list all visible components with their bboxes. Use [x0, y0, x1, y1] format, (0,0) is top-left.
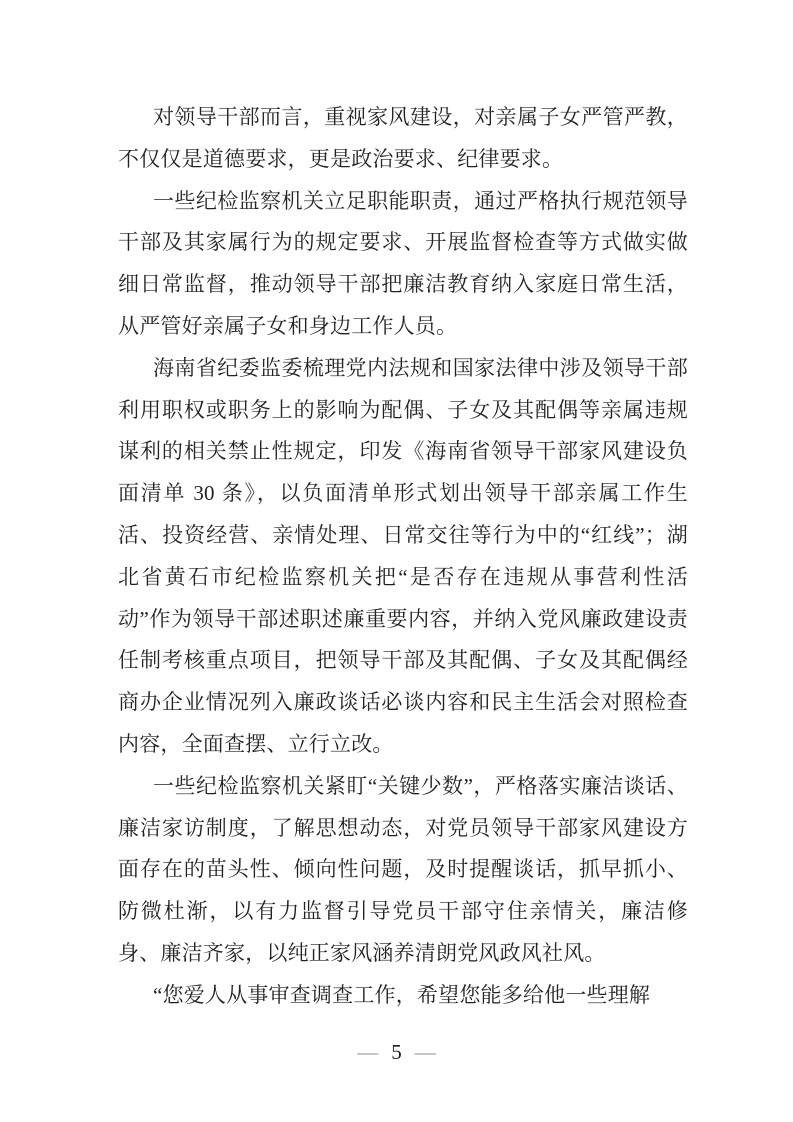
footer-dash-right: —: [414, 1040, 436, 1064]
footer-dash-left: —: [357, 1040, 379, 1064]
page-number: 5: [391, 1040, 402, 1064]
paragraph: 海南省纪委监委梳理党内法规和国家法律中涉及领导干部利用职权或职务上的影响为配偶、子女及其配偶等亲属违规谋利的相关禁止性规定，印发《海南省领导干部家风建设负面清单 30 条》，以负面清单形式划出领导干部亲属工作生活、投资经营、亲情处理、日常交往等行为中的“红线”；湖北省黄石市纪检监察机关把“是否存在违规从事营利性活动”作为领导干部述职述廉重要内容，并纳入党风廉政建设责任制考核重点项目，把领导干部及其配偶、子女及其配偶经商办企业情况列入廉政谈话必谈内容和民主生活会对照检查内容，全面查摆、立行立改。: [118, 355, 688, 756]
page-footer: [0, 1038, 793, 1066]
paragraph: 一些纪检监察机关立足职能职责，通过严格执行规范领导干部及其家属行为的规定要求、开展监督检查等方式做实做细日常监督，推动领导干部把廉洁教育纳入家庭日常生活，从严管好亲属子女和身边工作人员。: [118, 188, 688, 338]
paragraph: “您爱人从事审查调查工作，希望您能多给他一些理解: [153, 982, 651, 1007]
paragraph: 一些纪检监察机关紧盯“关键少数”，严格落实廉洁谈话、廉洁家访制度，了解思想动态，对党员领导干部家风建设方面存在的苗头性、倾向性问题，及时提醒谈话，抓早抓小、防微杜渐，以有力监督引导党员干部守住亲情关，廉洁修身、廉洁齐家，以纯正家风涵养清朗党风政风社风。: [118, 773, 688, 965]
paragraph: 对领导干部而言，重视家风建设，对亲属子女严管严教，不仅仅是道德要求，更是政治要求、纪律要求。: [118, 105, 688, 171]
document-body: [118, 97, 688, 1017]
